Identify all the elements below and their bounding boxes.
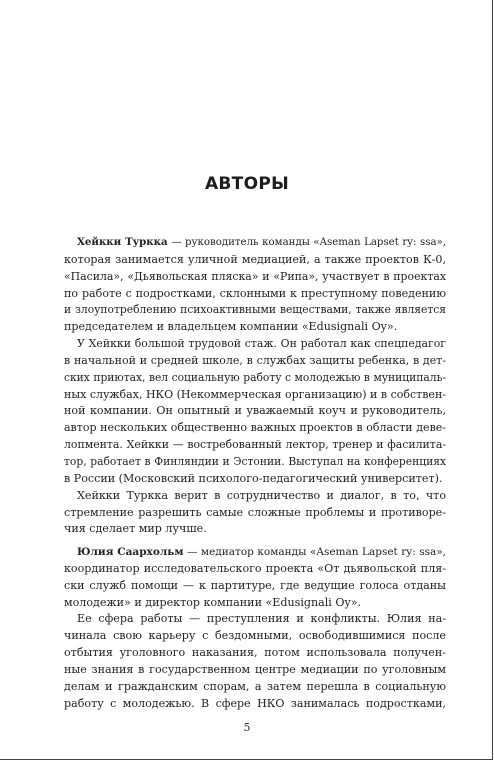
bio-line: Юлия Саархольм — медиатор команды «Aseman Lapset ry: ssa», [77,546,447,558]
bio-line: лопмента. Хейкки — востребованный лектор, тренер и фасилита- [64,438,446,452]
author-bio-heikki [64,234,446,538]
author-bio-julia [64,544,446,712]
bio-line: «Пасила», «Дьявольская пляска» и «Рипа», участвует в проектах [64,269,446,283]
bio-line: работу с молодежью. В сфере НКО занималась подростками, [64,696,446,710]
bio-line: в России (Московский психолого-педагогический университет). [64,471,443,485]
page-title: АВТОРЫ [204,174,290,195]
bio-line: председателем и владельцем компании «Edusignali Oy». [64,320,398,334]
bio-line: автор нескольких общественно важных проектов в области дeве- [64,421,446,435]
bio-line: ных службах, НКО (Некоммерческая организацию) и в собствен- [64,387,446,401]
bio-line: ски служб помощи — к партитуре, где ведущие голоса отданы [64,578,446,592]
bio-line: молодежи» и директор компании «Edusignali Oy». [64,595,362,609]
author-name: Юлия Саархольм [77,546,184,558]
bio-line: чия сделает мир лучше. [64,522,207,536]
bio-line: ной компании. Он опытный и уважаемый коуч и руководитель, [64,404,446,418]
bio-line: ских приютах, вел социальную работу с молодежью в муниципаль- [64,370,446,384]
bio-line: Хейкки Туркка верит в сотрудничество и диалог, в то, что [77,488,446,502]
bio-line: тор, работает в Финляндии и Эстонии. Выступал на конференциях [64,454,446,468]
bio-line: стремление разрешить самые сложные проблемы и противоре- [64,505,446,519]
bio-line: и злоупотреблению психоактивными веществами, также является [64,303,446,317]
bio-line: делам и гражданским спорам, а затем перешла в социальную [64,679,446,693]
bio-line: У Хейкки большой трудовой стаж. Он работал как спецпедагог [77,337,446,351]
bio-line: отбытия уголовного наказания, потом использовала получен- [64,646,446,660]
bio-line: Хейкки Туркка — руководитель команды «Aseman Lapset ry: ssa», [77,236,446,248]
bio-line: по работе с подростками, склонными к преступному поведению [64,286,446,300]
bio-line: которая занимается уличной медиацией, а также проектов К-0, [64,252,446,266]
bio-line: в начальной и средней школе, в службах защиты ребенка, в дет- [64,353,446,367]
page-number: 5 [243,721,251,734]
author-name: Хейкки Туркка [77,236,168,248]
bio-line: Ее сфера работы — преступления и конфликты. Юлия на- [77,612,446,626]
bio-line: чинала свою карьеру с бездомными, освободившимися после [64,629,446,643]
bio-line: ные знания в государственном центре медиации по уголовным [64,662,446,676]
bio-line: координатор исследовательского проекта «От дьявольской пля- [64,561,446,575]
